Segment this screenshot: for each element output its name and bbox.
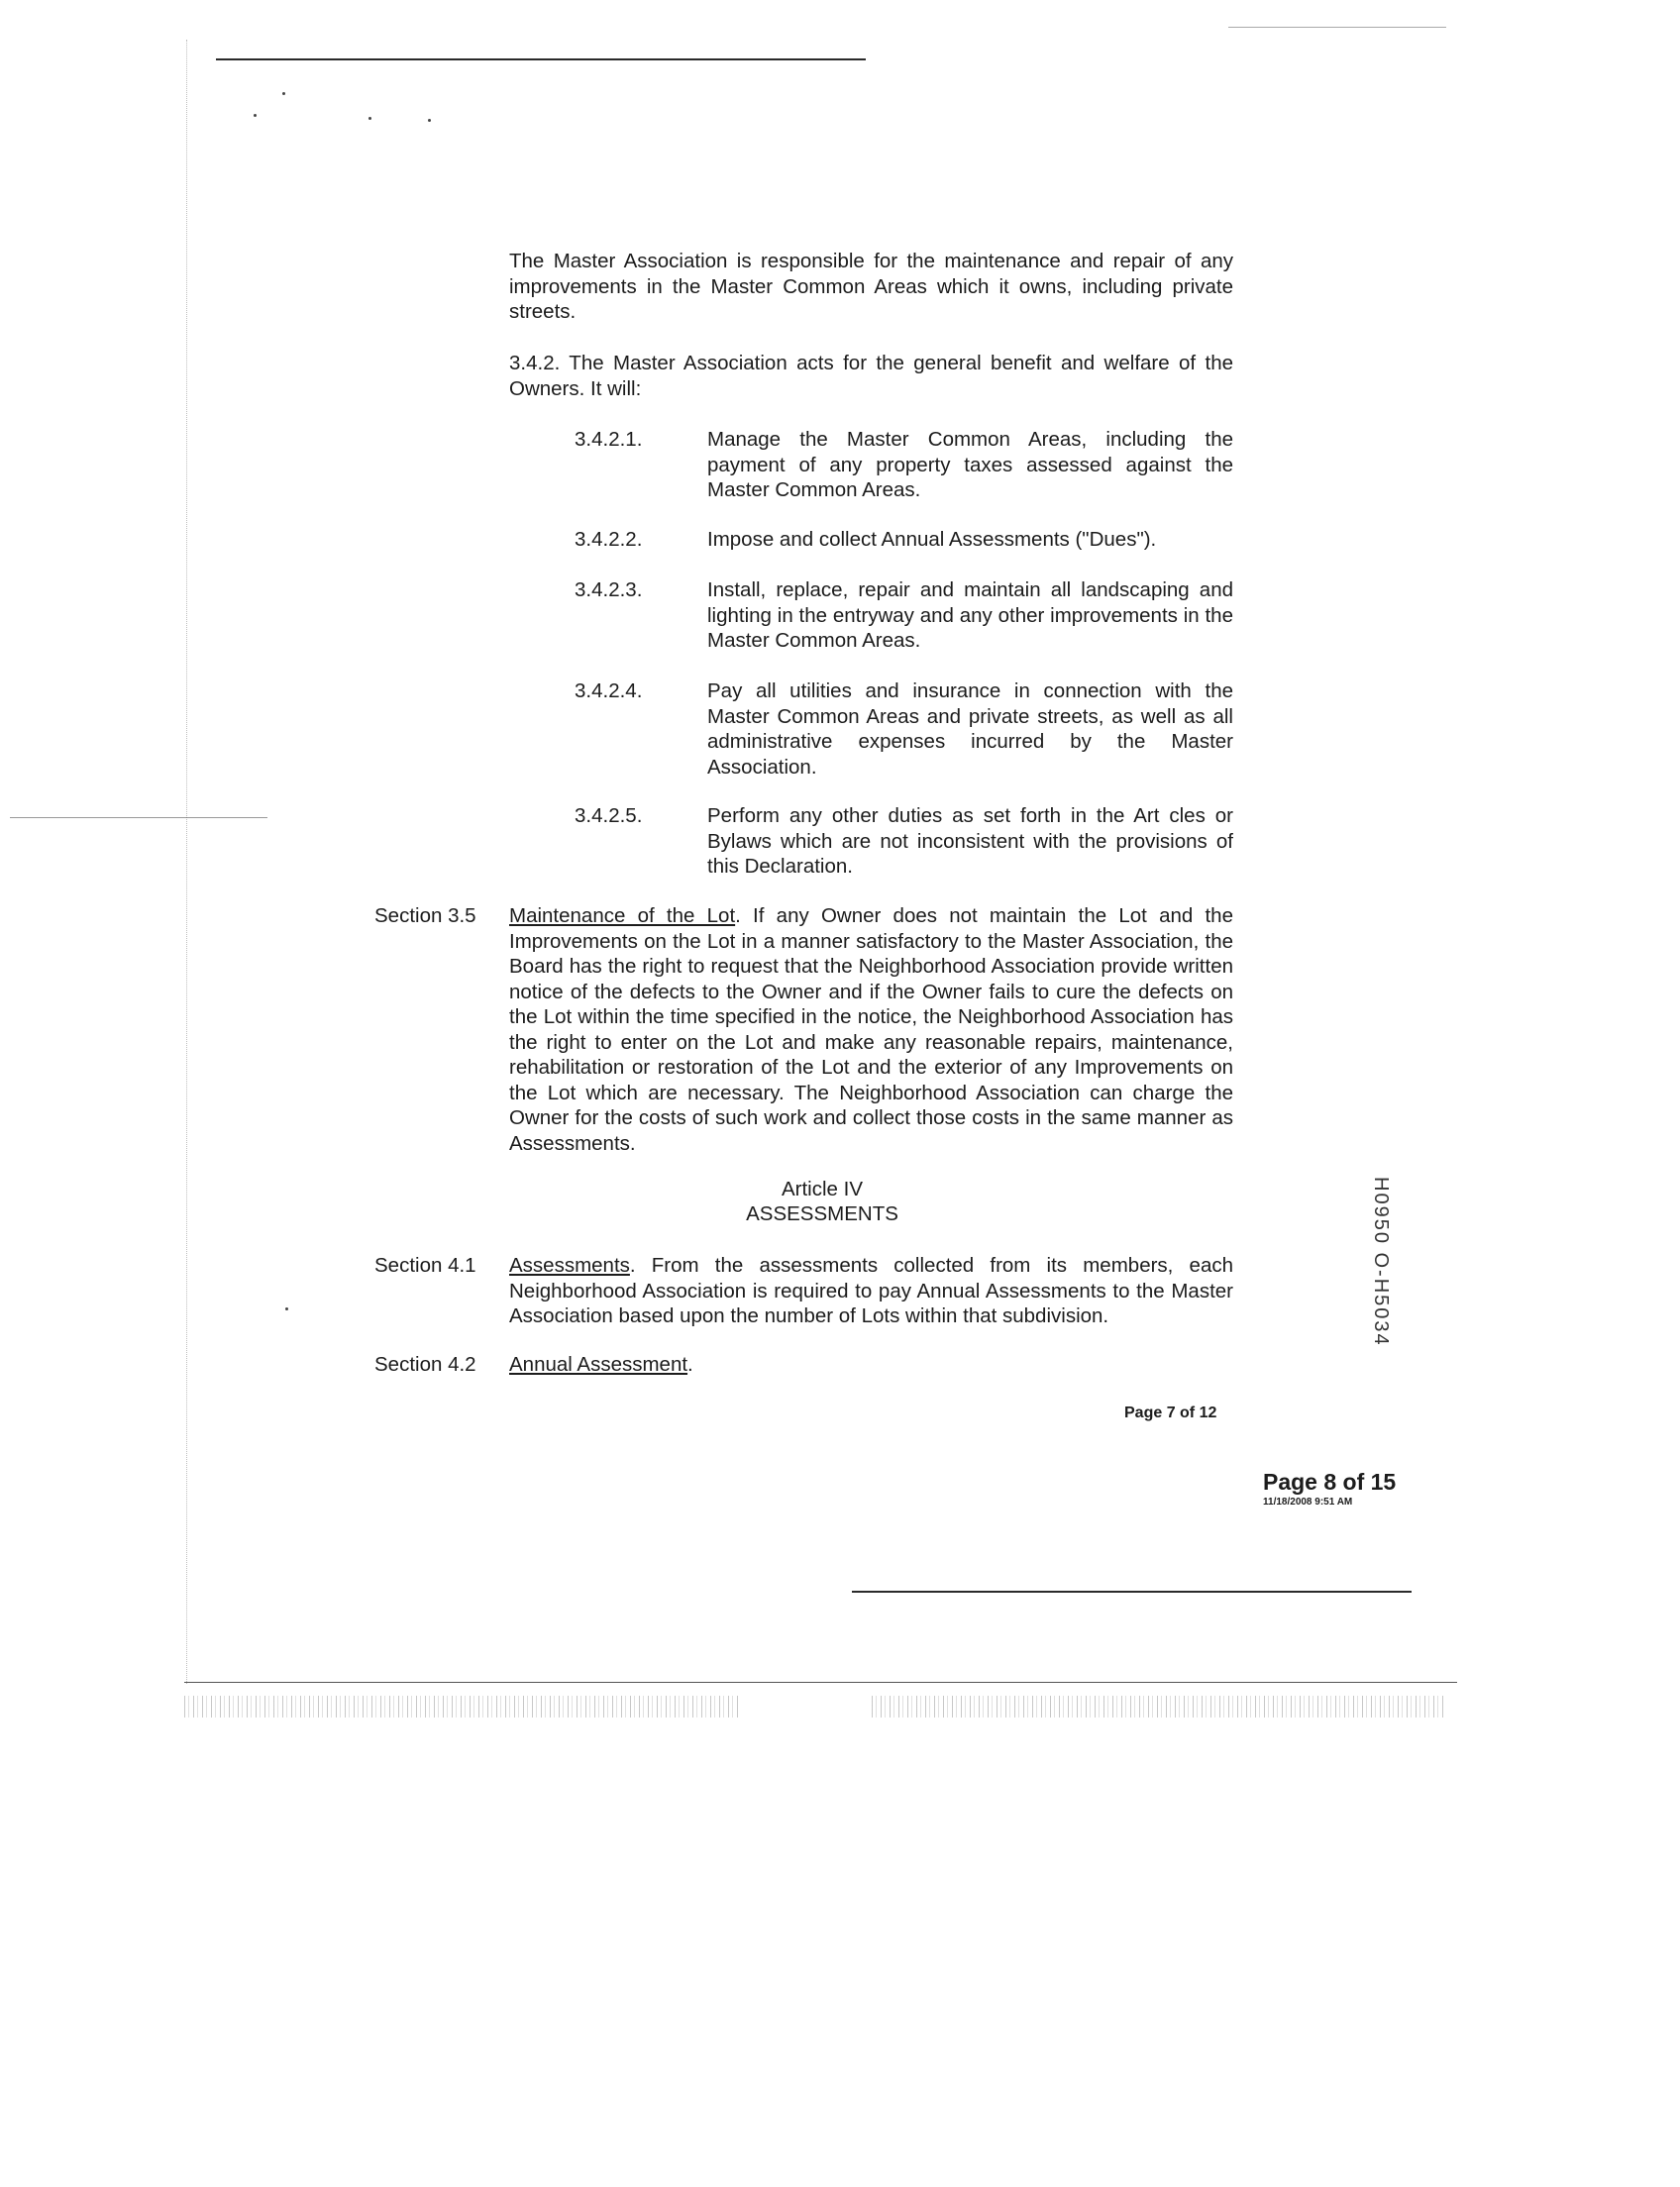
speck	[428, 119, 431, 122]
section-body	[509, 1352, 1233, 1378]
paragraph-master-association: The Master Association is responsible for the maintenance and repair of any improvements in the Master Common Areas which it owns, including private streets.	[509, 250, 1233, 323]
side-recording-stamp: H0950 O-H5034	[1370, 1177, 1392, 1347]
section-body	[509, 1253, 1233, 1329]
item-text: Install, replace, repair and maintain all landscaping and lighting in the entryway and any other improvements in the Master Common Areas.	[707, 578, 1233, 652]
page-number-original: Page 7 of 12	[1124, 1405, 1217, 1421]
left-scan-mark	[10, 817, 267, 818]
item-number: 3.4.2.5.	[575, 804, 643, 827]
speck	[282, 92, 285, 95]
speck	[285, 1307, 288, 1310]
item-number: 3.4.2.3.	[575, 578, 643, 601]
speck	[368, 117, 371, 120]
bottom-right-rule	[852, 1591, 1412, 1593]
scan-noise-left	[184, 1696, 739, 1718]
item-text: Impose and collect Annual Assessments ("Dues").	[707, 528, 1157, 551]
recording-timestamp: 11/18/2008 9:51 AM	[1263, 1497, 1353, 1508]
section-text: . If any Owner does not maintain the Lot and the Improvements on the Lot in a manner satisfactory to the Master Association, the Board has the right to request that the Neighborhood Association provide written notice of the defects to the Owner and if the Owner fails to cure the defects on the Lot within the time specified in the notice, the Neighborhood Association has the right to enter on the Lot and make any reasonable repairs, maintenance, rehabilitation or restoration of the Lot and the exterior of any Improvements on the Lot which are necessary. The Neighborhood Association can charge the Owner for the costs of such work and collect those costs in the same manner as Assessments.	[509, 904, 1233, 1155]
section-body	[509, 903, 1233, 1156]
bottom-rule	[184, 1682, 1457, 1683]
section-label: Section 3.5	[374, 904, 476, 927]
item-number: 3.4.2.1.	[575, 428, 643, 451]
item-number: 3.4.2.4.	[575, 679, 643, 702]
paragraph-3-4-2: 3.4.2. The Master Association acts for the general benefit and welfare of the Owners. It will:	[509, 352, 1233, 400]
section-title: Maintenance of the Lot	[509, 904, 736, 927]
section-text: . From the assessments collected from its members, each Neighborhood Association is required to pay Annual Assessments to the Master Association based upon the number of Lots within that subdivision.	[509, 1254, 1233, 1327]
item-text: Manage the Master Common Areas, including the payment of any property taxes assessed against the Master Common Areas.	[707, 428, 1233, 501]
section-label: Section 4.1	[374, 1254, 476, 1277]
article-title: ASSESSMENTS	[746, 1202, 898, 1225]
section-title: Assessments	[509, 1254, 630, 1277]
left-edge-dots	[186, 40, 187, 1684]
scan-noise-right	[872, 1696, 1446, 1718]
section-text: .	[687, 1353, 693, 1376]
item-number: 3.4.2.2.	[575, 528, 643, 551]
page-number-recorded: Page 8 of 15	[1263, 1469, 1397, 1495]
article-number: Article IV	[781, 1178, 864, 1200]
section-label: Section 4.2	[374, 1353, 476, 1376]
section-title: Annual Assessment	[509, 1353, 688, 1376]
speck	[254, 114, 257, 117]
item-text: Perform any other duties as set forth in the Art cles or Bylaws which are not inconsistent with the provisions of this Declaration.	[707, 804, 1233, 878]
top-right-rule	[1228, 27, 1446, 28]
top-rule	[216, 58, 866, 60]
item-text: Pay all utilities and insurance in connection with the Master Common Areas and private streets, as well as all administrative expenses incurred by the Master Association.	[707, 679, 1233, 779]
